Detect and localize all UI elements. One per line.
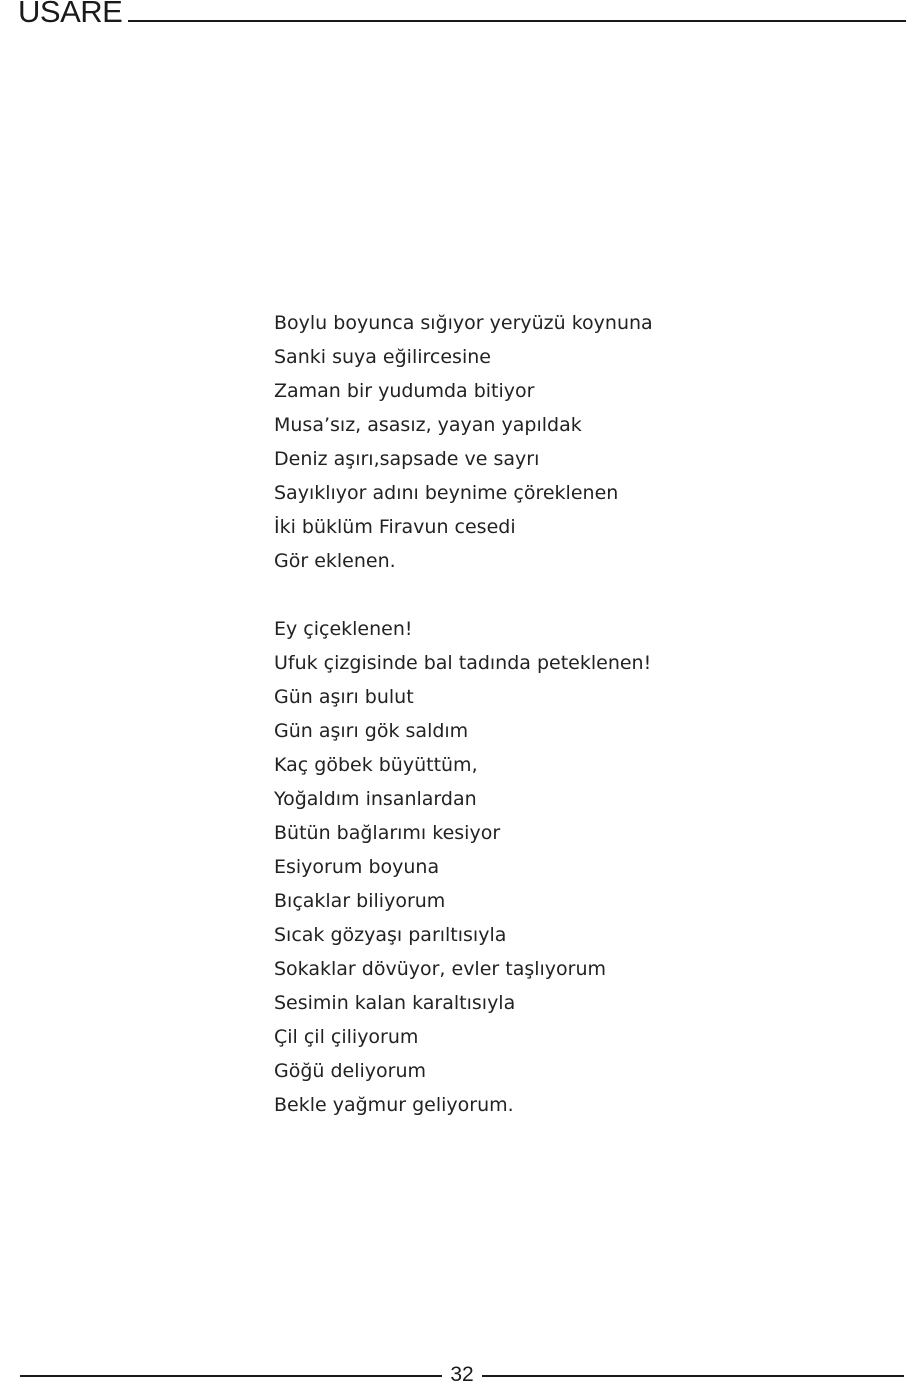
poem-line: Gör eklenen.	[274, 550, 396, 572]
poem-line: İki büklüm Firavun cesedi	[274, 516, 516, 538]
page-footer	[0, 1360, 924, 1390]
poem-line: Zaman bir yudumda bitiyor	[274, 380, 535, 402]
footer-rule-left	[20, 1375, 442, 1377]
poem-line: Sesimin kalan karaltısıyla	[274, 992, 516, 1014]
poem-line: Gün aşırı gök saldım	[274, 720, 469, 742]
poem-line: Sanki suya eğilircesine	[274, 346, 491, 368]
poem-line: Bütün bağlarımı kesiyor	[274, 822, 501, 844]
poem-line: Deniz aşırı,sapsade ve sayrı	[274, 448, 540, 470]
poem-line: Sayıklıyor adını beynime çöreklenen	[274, 482, 619, 504]
poem-line: Yoğaldım insanlardan	[274, 788, 477, 810]
footer-rule-right	[482, 1375, 904, 1377]
poem-line: Göğü deliyorum	[274, 1060, 427, 1082]
poem-line: Bekle yağmur geliyorum.	[274, 1094, 514, 1116]
poem-line: Gün aşırı bulut	[274, 686, 414, 708]
poem	[274, 306, 774, 1122]
header-rule	[128, 20, 906, 22]
poem-line: Sokaklar dövüyor, evler taşlıyorum	[274, 958, 607, 980]
page-number: 32	[450, 1363, 474, 1386]
poem-line: Bıçaklar biliyorum	[274, 890, 446, 912]
poem-line: Musa’sız, asasız, yayan yapıldak	[274, 414, 582, 436]
poem-line: Boylu boyunca sığıyor yeryüzü koynuna	[274, 312, 653, 334]
poem-line: Sıcak gözyaşı parıltısıyla	[274, 924, 507, 946]
poem-line: Çil çil çiliyorum	[274, 1026, 419, 1048]
poem-line: Ey çiçeklenen!	[274, 618, 413, 640]
stanza-1	[274, 306, 774, 578]
poem-line: Kaç göbek büyüttüm,	[274, 754, 478, 776]
poem-line: Esiyorum boyuna	[274, 856, 440, 878]
running-header	[0, 0, 924, 40]
running-title: USARE	[18, 0, 123, 29]
poem-line: Ufuk çizgisinde bal tadında peteklenen!	[274, 652, 652, 674]
stanza-2	[274, 612, 774, 1122]
